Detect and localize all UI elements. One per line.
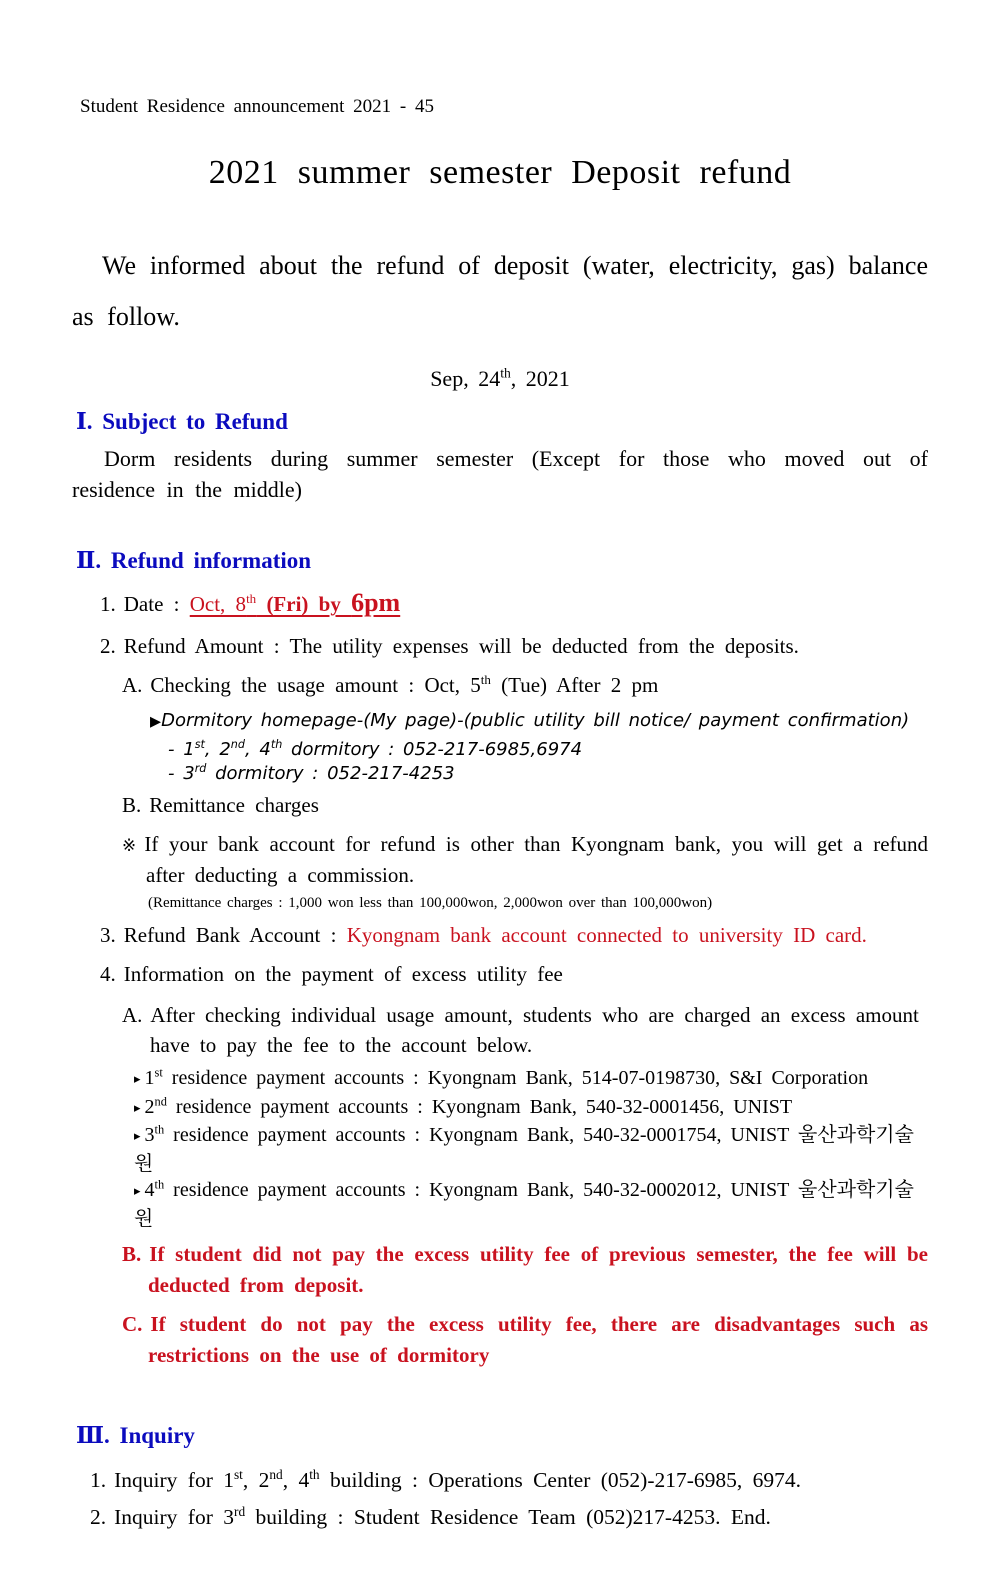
contact-ordinal: , 2 [204, 739, 231, 760]
payment-account-row [134, 1065, 928, 1094]
remittance-text: Remittance charges [149, 793, 319, 817]
account-text: residence payment accounts : Kyongnam Bank, 540-32-0002012, UNIST 울산과학기술원 [134, 1179, 914, 1230]
account-ordinal: 2 [144, 1095, 155, 1118]
inquiry-item-1 [90, 1465, 928, 1495]
dormitory-contact-1 [168, 738, 928, 762]
excess-fee-item [100, 959, 928, 989]
payment-account-row [134, 1122, 928, 1177]
item-number: 2. [100, 634, 116, 658]
account-text: residence payment accounts : Kyongnam Bank, 514-07-0198730, S&I Corporation [162, 1067, 869, 1089]
refund-amount-text: Refund Amount : The utility expenses will be deducted from the deposits. [123, 634, 799, 658]
remittance-detail: (Remittance charges : 1,000 won less than 100,000won, 2,000won over than 100,000won) [148, 895, 713, 911]
homepage-note-text: Dormitory homepage-(My page)-(public utility bill notice/ payment confirmation) [161, 710, 910, 731]
triangle-right-icon: ▸ [134, 1100, 141, 1116]
dormitory-contact-2 [168, 762, 928, 786]
account-sup: st [154, 1065, 163, 1080]
triangle-right-icon: ▶ [150, 714, 162, 730]
unpaid-fee-warning-text: If student did not pay the excess utility fee of previous semester, the fee will be deducted from deposit. [148, 1242, 928, 1297]
date-text: Sep, 24 [430, 366, 501, 391]
item-letter: C. [122, 1312, 143, 1336]
refund-account-value: Kyongnam bank account connected to university ID card. [346, 923, 867, 947]
remittance-item [122, 790, 928, 820]
triangle-right-icon: ▸ [134, 1072, 141, 1087]
account-ordinal: 4 [144, 1179, 155, 1201]
date-label: Date : [123, 592, 190, 616]
doc-number: Student Residence announcement 2021 - 45 [80, 96, 435, 117]
triangle-right-icon: ▸ [134, 1184, 141, 1199]
date-item [100, 588, 928, 619]
refund-date-value [189, 588, 401, 617]
refund-date-day: (Fri) by [256, 592, 352, 616]
inquiry-text: , 4 [282, 1468, 310, 1492]
payment-account-row [134, 1177, 928, 1232]
item-letter: B. [122, 793, 142, 817]
payment-accounts-list [134, 1065, 928, 1232]
usage-check-item [122, 670, 928, 700]
account-text: residence payment accounts : Kyongnam Bank, 540-32-0001456, UNIST [166, 1095, 793, 1118]
refund-account-item [100, 920, 928, 950]
item-letter: A. [122, 1003, 143, 1027]
refund-amount-item [100, 631, 928, 661]
bank-note-text: If your bank account for refund is other than Kyongnam bank, you will get a refund after deducting a commission. [144, 832, 929, 887]
inquiry-text: , 2 [242, 1468, 270, 1492]
dash: - [168, 763, 175, 784]
homepage-note [150, 709, 928, 734]
item-number: 2. [90, 1505, 107, 1529]
date-year: , 2021 [510, 366, 570, 391]
nonpayment-warning [122, 1309, 928, 1370]
section-3-heading: Ⅲ. Inquiry [76, 1423, 195, 1448]
excess-fee-detail-text: After checking individual usage amount, students who are charged an excess amount have to pay the fee to the account below. [150, 1003, 919, 1057]
inquiry-text: Inquiry for 3 [114, 1505, 234, 1529]
item-number: 1. [100, 592, 116, 616]
triangle-right-icon: ▸ [134, 1129, 141, 1144]
inquiry-contact: building : Operations Center (052)-217-6985, 6974. [319, 1468, 802, 1492]
refund-date-time: 6pm [351, 588, 401, 617]
excess-fee-detail [122, 1000, 928, 1060]
contact-ordinal: 1 [183, 739, 195, 760]
refund-date-text: Oct, 8 [189, 592, 247, 616]
section-1-body: Dorm residents during summer semester (Except for those who moved out of residence in the middle) [72, 446, 928, 502]
contact-sup: rd [194, 762, 207, 775]
account-text: residence payment accounts : Kyongnam Bank, 540-32-0001754, UNIST 울산과학기술원 [134, 1124, 914, 1175]
inquiry-sup: rd [234, 1503, 246, 1519]
item-letter: A. [122, 673, 143, 697]
contact-phone: dormitory : 052-217-4253 [206, 763, 455, 784]
usage-check-ordinal: th [480, 672, 491, 687]
refund-account-label: Refund Bank Account : [123, 923, 347, 947]
intro-paragraph: We informed about the refund of deposit (water, electricity, gas) balance as follow. [72, 251, 928, 331]
item-number: 3. [100, 923, 116, 947]
announcement-date [72, 366, 928, 392]
account-sup: th [154, 1177, 165, 1192]
reference-mark-icon: ※ [122, 835, 137, 855]
contact-ordinal: , 4 [244, 739, 271, 760]
nonpayment-warning-text: If student do not pay the excess utility fee, there are disadvantages such as restrictions on the use of dormitory [148, 1312, 928, 1367]
inquiry-text: Inquiry for 1 [114, 1468, 234, 1492]
account-ordinal: 3 [144, 1124, 155, 1146]
inquiry-sup: st [234, 1466, 243, 1482]
account-sup: nd [154, 1093, 167, 1108]
usage-check-text: Checking the usage amount : Oct, 5 [150, 673, 481, 697]
section-2-heading: Ⅱ. Refund information [76, 548, 312, 573]
inquiry-contact: building : Student Residence Team (052)217-4253. End. [245, 1505, 771, 1529]
dash: - [168, 739, 175, 760]
account-sup: th [154, 1122, 165, 1137]
payment-account-row [134, 1094, 928, 1123]
excess-fee-text: Information on the payment of excess utility fee [123, 962, 563, 986]
refund-date-ordinal: th [246, 591, 257, 606]
date-ordinal: th [500, 365, 511, 381]
contact-phone: dormitory : 052-217-6985,6974 [282, 739, 583, 760]
contact-sup: st [194, 738, 205, 751]
usage-check-tail: (Tue) After 2 pm [490, 673, 659, 697]
unpaid-fee-warning [122, 1239, 928, 1300]
item-number: 1. [90, 1468, 107, 1492]
bank-note [122, 829, 928, 890]
item-number: 4. [100, 962, 116, 986]
section-1-heading: Ⅰ. Subject to Refund [76, 409, 288, 434]
contact-sup: nd [230, 738, 245, 751]
contact-ordinal: 3 [183, 763, 195, 784]
account-ordinal: 1 [144, 1067, 155, 1089]
contact-sup: th [270, 738, 283, 751]
item-letter: B. [122, 1242, 142, 1266]
page-title: 2021 summer semester Deposit refund [208, 154, 792, 191]
inquiry-sup: th [309, 1466, 320, 1482]
inquiry-sup: nd [269, 1466, 283, 1482]
inquiry-item-2 [90, 1502, 928, 1532]
